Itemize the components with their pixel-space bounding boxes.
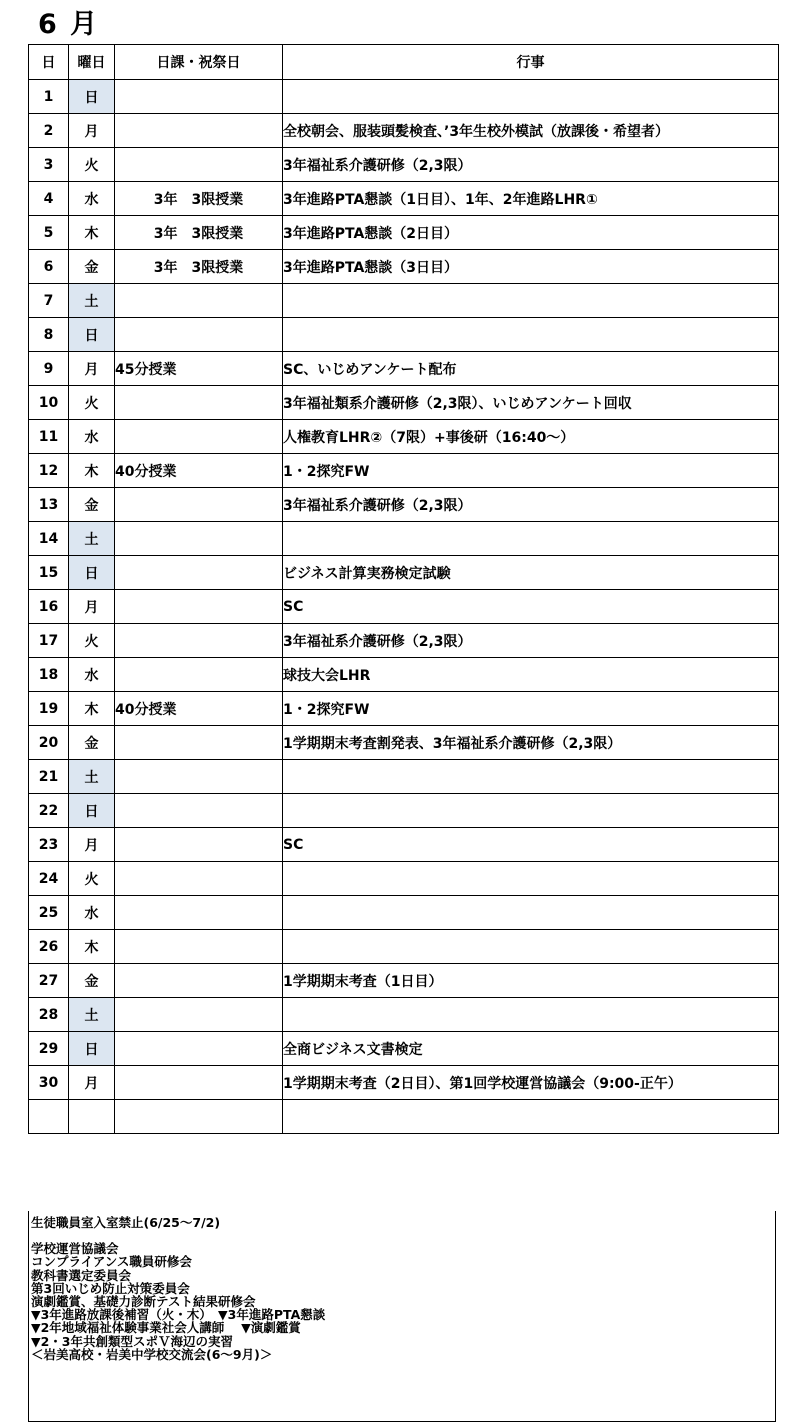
schedule-cell	[115, 386, 283, 420]
weekday-cell: 木	[69, 454, 115, 488]
table-row	[29, 250, 779, 284]
schedule-cell	[115, 896, 283, 930]
notes-line: ▼3年進路放課後補習（火・木） ▼3年進路PTA懇談	[31, 1307, 326, 1323]
schedule-cell	[115, 1032, 283, 1066]
weekday-cell: 水	[69, 182, 115, 216]
schedule-cell	[115, 80, 283, 114]
day-cell: 30	[29, 1066, 69, 1100]
table-row	[29, 590, 779, 624]
event-cell: 3年福祉系介護研修（2,3限）	[283, 148, 779, 182]
day-cell: 2	[29, 114, 69, 148]
table-row	[29, 114, 779, 148]
weekday-cell: 木	[69, 930, 115, 964]
weekday-cell: 木	[69, 692, 115, 726]
schedule-cell: 3年 3限授業	[115, 216, 283, 250]
day-cell: 18	[29, 658, 69, 692]
event-cell	[283, 80, 779, 114]
event-cell: SC	[283, 828, 779, 862]
blank-cell	[69, 1100, 115, 1134]
schedule-cell	[115, 760, 283, 794]
day-cell: 7	[29, 284, 69, 318]
table-row	[29, 930, 779, 964]
table-row	[29, 148, 779, 182]
day-cell: 1	[29, 80, 69, 114]
schedule-cell	[115, 658, 283, 692]
weekday-cell: 日	[69, 80, 115, 114]
calendar-body	[29, 80, 779, 1134]
schedule-cell: 3年 3限授業	[115, 250, 283, 284]
event-cell	[283, 522, 779, 556]
event-cell	[283, 318, 779, 352]
day-cell: 24	[29, 862, 69, 896]
schedule-cell	[115, 590, 283, 624]
weekday-cell: 月	[69, 1066, 115, 1100]
day-cell: 9	[29, 352, 69, 386]
weekday-cell: 水	[69, 420, 115, 454]
table-row	[29, 964, 779, 998]
weekday-cell: 火	[69, 148, 115, 182]
table-row	[29, 420, 779, 454]
notes-list	[31, 1242, 773, 1361]
schedule-cell	[115, 862, 283, 896]
schedule-cell: 40分授業	[115, 692, 283, 726]
day-cell: 28	[29, 998, 69, 1032]
schedule-cell	[115, 420, 283, 454]
event-cell: 全校朝会、服装頭髪検査、’3年生校外模試（放課後・希望者）	[283, 114, 779, 148]
weekday-cell: 日	[69, 556, 115, 590]
event-cell: SC、いじめアンケート配布	[283, 352, 779, 386]
table-row	[29, 488, 779, 522]
schedule-cell	[115, 930, 283, 964]
schedule-cell: 40分授業	[115, 454, 283, 488]
event-cell	[283, 760, 779, 794]
header-schedule: 日課・祝祭日	[115, 45, 283, 80]
table-row	[29, 828, 779, 862]
schedule-cell	[115, 318, 283, 352]
event-cell: 1・2探究FW	[283, 692, 779, 726]
event-cell: 3年福祉系介護研修（2,3限）	[283, 624, 779, 658]
day-cell: 14	[29, 522, 69, 556]
table-row	[29, 284, 779, 318]
table-row	[29, 998, 779, 1032]
notes-line: ＜岩美高校・岩美中学校交流会(6～9月)＞	[31, 1346, 273, 1362]
day-cell: 19	[29, 692, 69, 726]
weekday-cell: 水	[69, 896, 115, 930]
event-cell	[283, 896, 779, 930]
event-cell: 全商ビジネス文書検定	[283, 1032, 779, 1066]
notes-line: ▼2年地域福祉体験事業社会人講師 ▼演劇鑑賞	[31, 1320, 301, 1336]
day-cell: 12	[29, 454, 69, 488]
weekday-cell: 月	[69, 352, 115, 386]
table-row	[29, 352, 779, 386]
day-cell: 27	[29, 964, 69, 998]
table-row	[29, 862, 779, 896]
event-cell	[283, 930, 779, 964]
blank-cell	[283, 1100, 779, 1134]
day-cell: 5	[29, 216, 69, 250]
day-cell: 6	[29, 250, 69, 284]
blank-cell	[115, 1100, 283, 1134]
schedule-cell	[115, 964, 283, 998]
weekday-cell: 水	[69, 658, 115, 692]
table-row	[29, 216, 779, 250]
table-row	[29, 1066, 779, 1100]
weekday-cell: 木	[69, 216, 115, 250]
notes-box	[28, 1211, 776, 1422]
day-cell: 23	[29, 828, 69, 862]
event-cell: 1学期期末考査割発表、3年福祉系介護研修（2,3限）	[283, 726, 779, 760]
event-cell	[283, 862, 779, 896]
event-cell: 3年進路PTA懇談（1日目）、1年、2年進路LHR①	[283, 182, 779, 216]
day-cell: 21	[29, 760, 69, 794]
weekday-cell: 月	[69, 828, 115, 862]
schedule-cell	[115, 828, 283, 862]
weekday-cell: 火	[69, 386, 115, 420]
table-row	[29, 80, 779, 114]
weekday-cell: 土	[69, 998, 115, 1032]
event-cell	[283, 998, 779, 1032]
table-row-blank	[29, 1100, 779, 1134]
event-cell	[283, 284, 779, 318]
day-cell: 4	[29, 182, 69, 216]
weekday-cell: 金	[69, 488, 115, 522]
day-cell: 15	[29, 556, 69, 590]
day-cell: 10	[29, 386, 69, 420]
table-row	[29, 624, 779, 658]
blank-cell	[29, 1100, 69, 1134]
schedule-cell	[115, 522, 283, 556]
notes-line: 演劇鑑賞、基礎力診断テスト結果研修会	[31, 1294, 256, 1310]
event-cell: SC	[283, 590, 779, 624]
event-cell: 1学期期末考査（2日目）、第1回学校運営協議会（9:00‐正午）	[283, 1066, 779, 1100]
calendar-table	[28, 44, 779, 1134]
schedule-cell	[115, 114, 283, 148]
weekday-cell: 日	[69, 318, 115, 352]
header-day: 日	[29, 45, 69, 80]
day-cell: 13	[29, 488, 69, 522]
table-row	[29, 726, 779, 760]
schedule-cell	[115, 998, 283, 1032]
notes-line: 学校運営協議会	[31, 1241, 119, 1257]
weekday-cell: 日	[69, 1032, 115, 1066]
notes-line: 教科書選定委員会	[31, 1267, 132, 1283]
day-cell: 17	[29, 624, 69, 658]
event-cell: 3年福祉系介護研修（2,3限）	[283, 488, 779, 522]
schedule-cell	[115, 284, 283, 318]
day-cell: 26	[29, 930, 69, 964]
event-cell: 球技大会LHR	[283, 658, 779, 692]
notes-first-line: 生徒職員室入室禁止(6/25～7/2)	[31, 1215, 221, 1230]
day-cell: 3	[29, 148, 69, 182]
weekday-cell: 金	[69, 726, 115, 760]
weekday-cell: 土	[69, 522, 115, 556]
day-cell: 25	[29, 896, 69, 930]
table-row	[29, 1032, 779, 1066]
table-row	[29, 760, 779, 794]
table-row	[29, 454, 779, 488]
schedule-cell	[115, 624, 283, 658]
weekday-cell: 火	[69, 862, 115, 896]
day-cell: 29	[29, 1032, 69, 1066]
weekday-cell: 金	[69, 964, 115, 998]
notes-line: ▼2・3年共創類型スポＶ海辺の実習	[31, 1333, 234, 1349]
schedule-cell: 45分授業	[115, 352, 283, 386]
table-row	[29, 794, 779, 828]
weekday-cell: 月	[69, 114, 115, 148]
day-cell: 16	[29, 590, 69, 624]
day-cell: 11	[29, 420, 69, 454]
schedule-cell	[115, 148, 283, 182]
event-cell: 3年進路PTA懇談（3日目）	[283, 250, 779, 284]
weekday-cell: 土	[69, 284, 115, 318]
notes-line: コンプライアンス職員研修会	[31, 1254, 192, 1270]
header-event: 行事	[283, 45, 779, 80]
table-row	[29, 692, 779, 726]
weekday-cell: 金	[69, 250, 115, 284]
event-cell: 1学期期末考査（1日目）	[283, 964, 779, 998]
table-row	[29, 386, 779, 420]
table-row	[29, 896, 779, 930]
event-cell: 3年福祉類系介護研修（2,3限）、いじめアンケート回収	[283, 386, 779, 420]
event-cell	[283, 794, 779, 828]
schedule-cell	[115, 794, 283, 828]
table-row	[29, 318, 779, 352]
schedule-cell: 3年 3限授業	[115, 182, 283, 216]
day-cell: 8	[29, 318, 69, 352]
header-row	[29, 45, 779, 80]
schedule-cell	[115, 556, 283, 590]
weekday-cell: 火	[69, 624, 115, 658]
day-cell: 20	[29, 726, 69, 760]
event-cell: 3年進路PTA懇談（2日目）	[283, 216, 779, 250]
weekday-cell: 土	[69, 760, 115, 794]
table-row	[29, 556, 779, 590]
weekday-cell: 月	[69, 590, 115, 624]
table-row	[29, 522, 779, 556]
weekday-cell: 日	[69, 794, 115, 828]
event-cell: ビジネス計算実務検定試験	[283, 556, 779, 590]
schedule-cell	[115, 1066, 283, 1100]
month-title: 6 月	[38, 9, 100, 40]
day-cell: 22	[29, 794, 69, 828]
schedule-cell	[115, 726, 283, 760]
notes-line: 第3回いじめ防止対策委員会	[31, 1280, 190, 1296]
table-row	[29, 658, 779, 692]
table-row	[29, 182, 779, 216]
header-weekday: 曜日	[69, 45, 115, 80]
schedule-cell	[115, 488, 283, 522]
event-cell: 人権教育LHR②（7限）+事後研（16:40～）	[283, 420, 779, 454]
event-cell: 1・2探究FW	[283, 454, 779, 488]
